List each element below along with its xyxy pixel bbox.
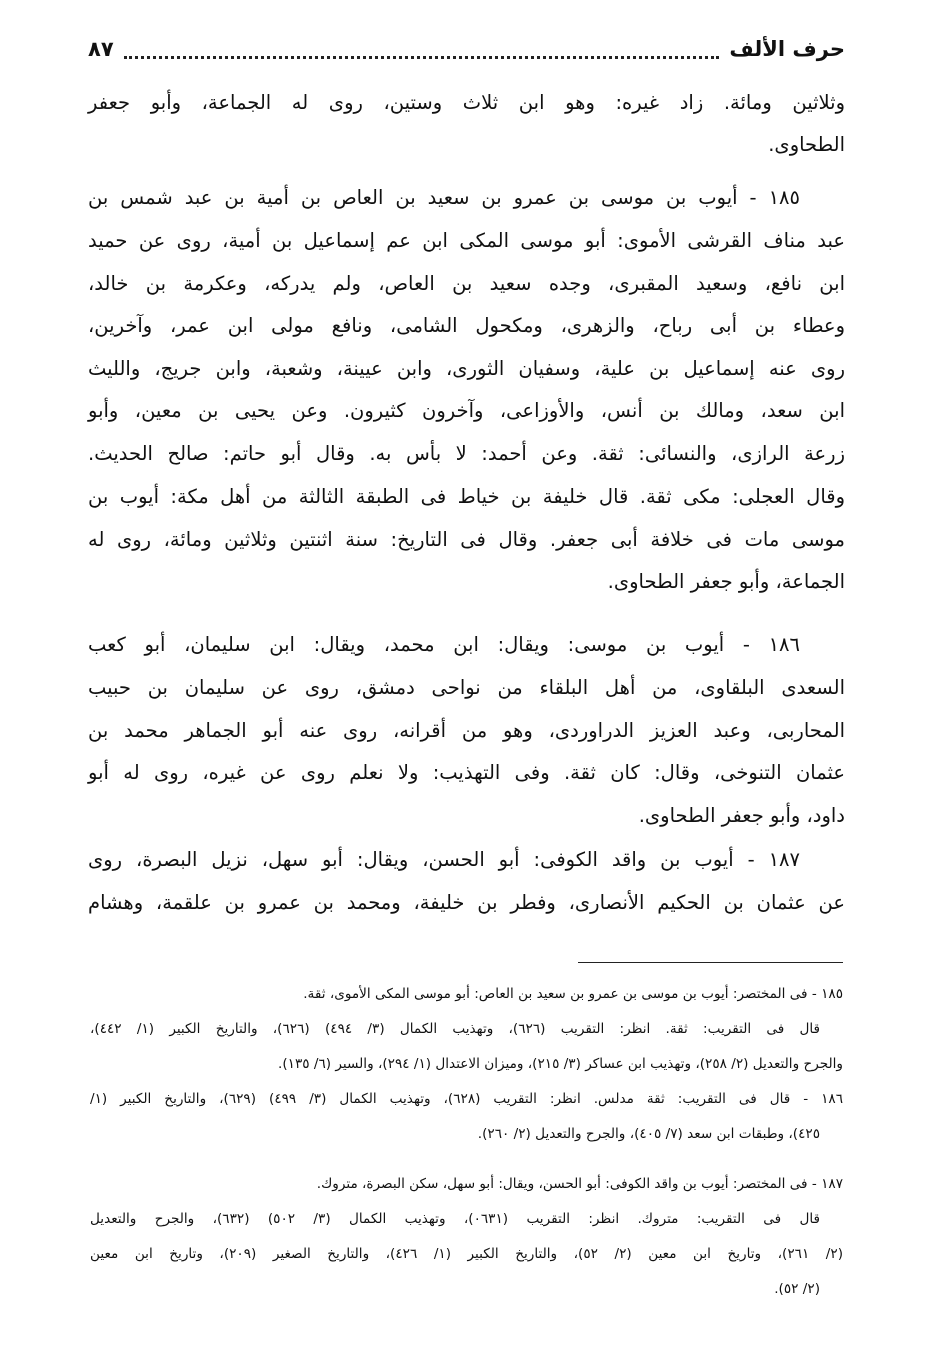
page-number: ٨٧	[88, 37, 114, 61]
entry-185-line: موسى مات فى خلافة أبى جعفر. وقال فى التاريخ: سنة اثنتين وثلاثين ومائة، روى له	[88, 528, 845, 551]
footnote-line: ١٨٥ - فى المختصر: أيوب بن موسى بن عمرو بن سعيد بن العاص: أبو موسى المكى الأموى، ثقة.	[303, 986, 843, 1002]
entry-186-line: عثمان التنوخى، وقال: كان ثقة. وفى التهذيب: ولا نعلم روى عن غيره، روى له أبو	[88, 761, 845, 784]
chapter-title: حرف الألف	[729, 37, 845, 61]
entry-186-line: داود، وأبو جعفر الطحاوى.	[638, 804, 845, 827]
footnote-line: (٢/ ٢٦١)، وتاريخ ابن معين (٢/ ٥٢)، والتاريخ الكبير (١/ ٤٢٦)، والتاريخ الصغير (٢٠٩)، وتاريخ ابن معين	[90, 1246, 843, 1262]
footnote-line: قال فى التقريب: ثقة. انظر: التقريب (٦٢٦)، وتهذيب الكمال (٣/ ٤٩٤) (٦٢٦)، والتاريخ الكبير (١/ ٤٤٢)،	[90, 1021, 820, 1037]
entry-185-line: وقال العجلى: مكى ثقة. قال خليفة بن خياط فى الطبقة الثالثة من أهل مكة: أيوب بن	[88, 485, 845, 508]
entry-186-line: ١٨٦ - أيوب بن موسى: ويقال: ابن محمد، ويقال: ابن سليمان، أبو كعب	[88, 633, 800, 656]
text-line: وثلاثين ومائة. زاد غيره: وهو ابن ثلاث وستين، روى له الجماعة، وأبو جعفر	[88, 91, 845, 114]
entry-187-line: ١٨٧ - أيوب بن واقد الكوفى: أبو الحسن، ويقال: أبو سهل، نزيل البصرة، روى	[88, 848, 800, 871]
footnote-line: قال فى التقريب: متروك. انظر: التقريب (٠٦٣١)، وتهذيب الكمال (٣/ ٥٠٢) (٦٣٢)، والجرح والتعديل	[90, 1211, 820, 1227]
entry-185-line: عبد مناف القرشى الأموى: أبو موسى المكى ابن عم إسماعيل بن أمية، روى عن حميد	[88, 229, 845, 252]
entry-185-line: ابن سعد، ومالك بن أنس، والأوزاعى، وآخرون كثيرون. وعن يحيى بن معين، وأبو	[88, 399, 845, 422]
leader-dots	[124, 50, 720, 59]
text-line: الطحاوى.	[768, 133, 845, 156]
footnote-line: ١٨٧ - فى المختصر: أيوب بن واقد الكوفى: أبو الحسن، ويقال: أبو سهل، سكن البصرة، متروك.	[316, 1176, 843, 1192]
entry-187-line: عن عثمان بن الحكيم الأنصارى، وفطر بن خليفة، ومحمد بن عمرو بن علقمة، وهشام	[88, 891, 845, 914]
entry-185-line: وعطاء بن أبى رباح، والزهرى، ومكحول الشامى، ونافع مولى ابن عمر، وآخرين،	[88, 314, 845, 337]
entry-185-line: الجماعة، وأبو جعفر الطحاوى.	[607, 570, 845, 593]
running-header	[88, 32, 845, 66]
footnote-line: ٤٢٥)، وطبقات ابن سعد (٧/ ٤٠٥)، والجرح والتعديل (٢/ ٢٦٠).	[477, 1126, 820, 1142]
entry-185-line: ١٨٥ - أيوب بن موسى بن عمرو بن سعيد بن العاص بن أمية بن عبد شمس بن	[88, 186, 800, 209]
entry-186-line: السعدى البلقاوى، من أهل البلقاء من نواحى دمشق، روى عن سليمان بن حبيب	[88, 676, 845, 699]
footnote-line: ١٨٦ - قال فى التقريب: ثقة مدلس. انظر: التقريب (٦٢٨)، وتهذيب الكمال (٣/ ٤٩٩) (٦٢٩)، والتاريخ الكبير (١/	[90, 1091, 843, 1107]
footnote-line: والجرح والتعديل (٢/ ٢٥٨)، وتهذيب ابن عساكر (٣/ ٢١٥)، وميزان الاعتدال (١/ ٢٩٤)، والسير (٦/ ١٣٥).	[278, 1056, 843, 1072]
entry-185-line: زرعة الرازى، والنسائى: ثقة. وعن أحمد: لا بأس به. وقال أبو حاتم: صالح الحديث.	[88, 442, 845, 465]
entry-186-line: المحاربى، وعبد العزيز الدراوردى، وهو من أقرانه، روى عنه أبو الجماهر محمد بن	[88, 719, 845, 742]
footnote-separator	[578, 962, 843, 963]
entry-185-line: ابن نافع، وسعيد المقبرى، وجده سعيد بن العاص، ولم يدركه، وعكرمة بن خالد،	[88, 272, 845, 295]
entry-185-line: روى عنه إسماعيل بن علية، وسفيان الثورى، وابن عيينة، وشعبة، وابن جريج، والليث	[88, 357, 845, 380]
footnote-line: (٢/ ٥٢).	[774, 1281, 820, 1297]
